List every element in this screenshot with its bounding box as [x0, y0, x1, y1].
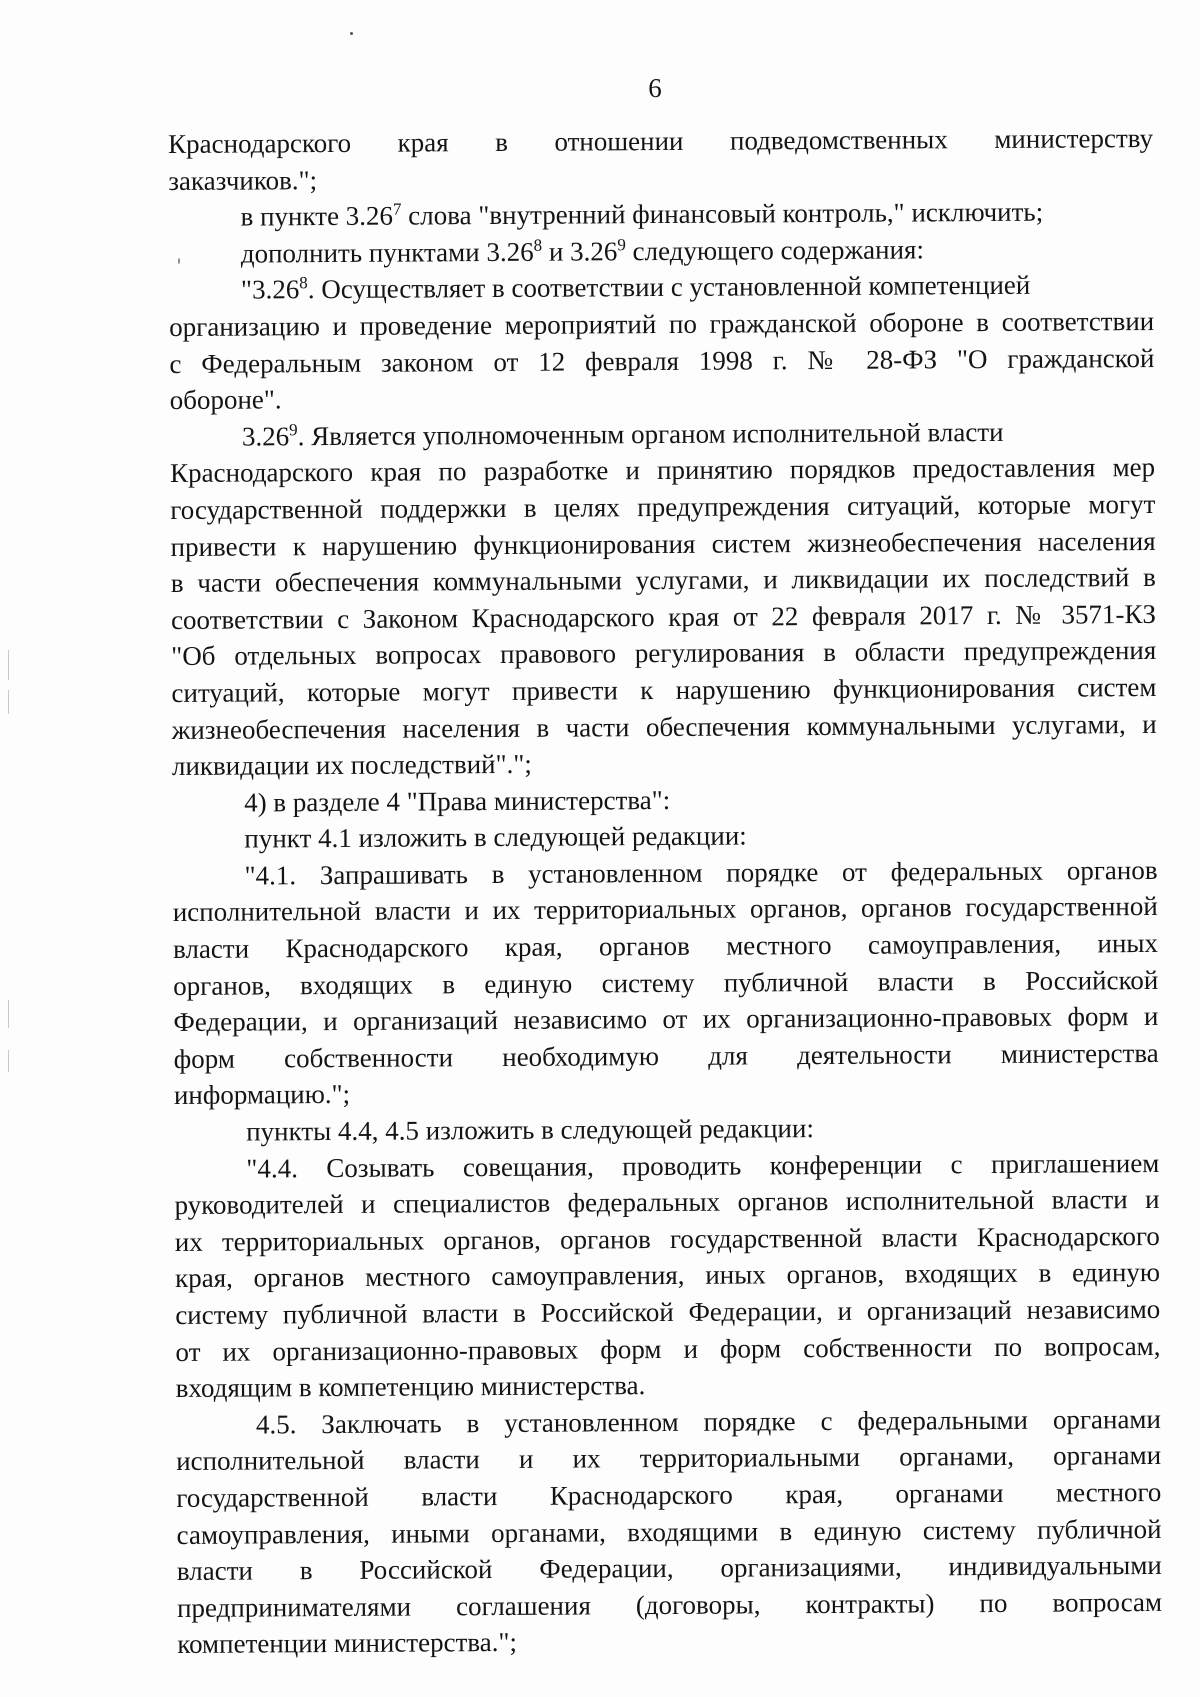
text-fragment: дополнить пунктами 3.26 [240, 236, 534, 269]
text-line: соответствии с Законом Краснодарского края от 22 февраля 2017 г. № 3571-КЗ [170, 598, 1157, 635]
text-line: ликвидации их последствий"."; [171, 748, 532, 782]
text-line: Краснодарского края в отношении подведомственных министерству [168, 122, 1154, 159]
text-line: государственной поддержки в целях предупреждения ситуаций, которые могут [170, 488, 1156, 525]
superscript: 9 [617, 234, 626, 255]
superscript: 8 [299, 273, 308, 293]
superscript: 9 [289, 419, 298, 440]
text-line: Федерации, и организаций независимо от их организационно-правовых форм и [173, 1001, 1159, 1038]
text-line: жизнеобеспечения населения в части обеспечения коммунальными услугами, и [171, 708, 1157, 745]
scan-margin-mark [8, 1000, 9, 1028]
text-fragment: 3.26 [241, 421, 290, 452]
text-line: Краснодарского края по разработке и принятию порядков предоставления мер [170, 452, 1156, 489]
scan-margin-mark [8, 690, 9, 714]
text-line [169, 230, 1154, 273]
scan-margin-mark [8, 1050, 9, 1072]
text-line: государственной власти Краснодарского края, органами местного [176, 1476, 1162, 1513]
text-fragment: следующего содержания: [625, 234, 924, 266]
text-line: 4.5. Заключать в установленном порядке с федеральными органами [255, 1403, 1162, 1440]
text-line: органов, входящих в единую систему публичной власти в Российской [173, 964, 1159, 1001]
superscript: 7 [392, 199, 402, 219]
text-line: края, органов местного самоуправления, иных органов, входящих в единую [174, 1257, 1161, 1294]
text-line: ситуаций, которые могут привести к нарушению функционирования систем [171, 671, 1157, 708]
text-line [170, 413, 1155, 456]
text-line: пункты 4.4, 4.5 изложить в следующей редакции: [246, 1113, 814, 1147]
text-fragment: в пункте 3.26 [240, 200, 394, 232]
scan-speck [178, 258, 180, 264]
text-fragment: . Осуществляет в соответствии с установленной компетенцией [307, 270, 1031, 305]
text-line: "Об отдельных вопросах правового регулирования в области предупреждения [171, 635, 1157, 672]
text-line: обороне". [169, 384, 282, 416]
text-line: власти Краснодарского края, органов местного самоуправления, иных [172, 928, 1159, 965]
text-line: исполнительной власти и их территориальными органами, органами [176, 1440, 1162, 1477]
text-line: в части обеспечения коммунальными услугами, и ликвидации их последствий в [170, 562, 1156, 599]
text-line: исполнительной власти и их территориальных органов, органов государственной [172, 891, 1158, 928]
text-line: власти в Российской Федерации, организациями, индивидуальными [176, 1550, 1162, 1587]
text-line: форм собственности необходимую для деятельности министерства [173, 1037, 1159, 1074]
scan-margin-mark [8, 650, 9, 680]
text-line: входящим в компетенцию министерства. [175, 1370, 646, 1404]
text-line: пункт 4.1 изложить в следующей редакции: [244, 820, 747, 854]
text-line: привести к нарушению функционирования систем жизнеобеспечения населения [170, 525, 1156, 562]
text-fragment: . Является уполномоченным органом исполнительной власти [297, 416, 1004, 451]
text-line: 4) в разделе 4 "Права министерства": [244, 784, 671, 818]
superscript: 8 [533, 235, 543, 255]
text-line: их территориальных органов, органов государственной власти Краснодарского [174, 1220, 1160, 1257]
document-body [168, 120, 1162, 1663]
text-line: информацию."; [173, 1079, 351, 1111]
text-line: компетенции министерства."; [177, 1627, 518, 1660]
text-fragment: слова "внутренний финансовый контроль," исключить; [401, 196, 1044, 231]
text-line: "4.4. Созывать совещания, проводить конференции с приглашением [246, 1147, 1160, 1184]
text-line [169, 266, 1154, 309]
text-line: руководителей и специалистов федеральных органов исполнительной власти и [174, 1184, 1160, 1221]
text-line: организацию и проведение мероприятий по гражданской обороне в соответствии [169, 305, 1155, 342]
text-fragment: "3.26 [240, 274, 300, 305]
text-line: систему публичной власти в Российской Федерации, и организаций независимо [175, 1293, 1161, 1330]
text-line: заказчиков."; [168, 164, 318, 196]
text-line: предпринимателями соглашения (договоры, контракты) по вопросам [176, 1586, 1163, 1623]
text-line: "4.1. Запрашивать в установленном порядке от федеральных органов [244, 854, 1158, 891]
text-line: с Федеральным законом от 12 февраля 1998 г. № 28-ФЗ "О гражданской [169, 342, 1155, 379]
text-line: от их организационно-правовых форм и форм собственности по вопросам, [175, 1330, 1161, 1367]
text-line: самоуправления, иными органами, входящими в единую систему публичной [176, 1513, 1162, 1550]
page-number: 6 [648, 73, 662, 103]
text-fragment: и 3.26 [542, 236, 618, 267]
text-line [168, 193, 1153, 236]
scan-speck [350, 32, 353, 35]
